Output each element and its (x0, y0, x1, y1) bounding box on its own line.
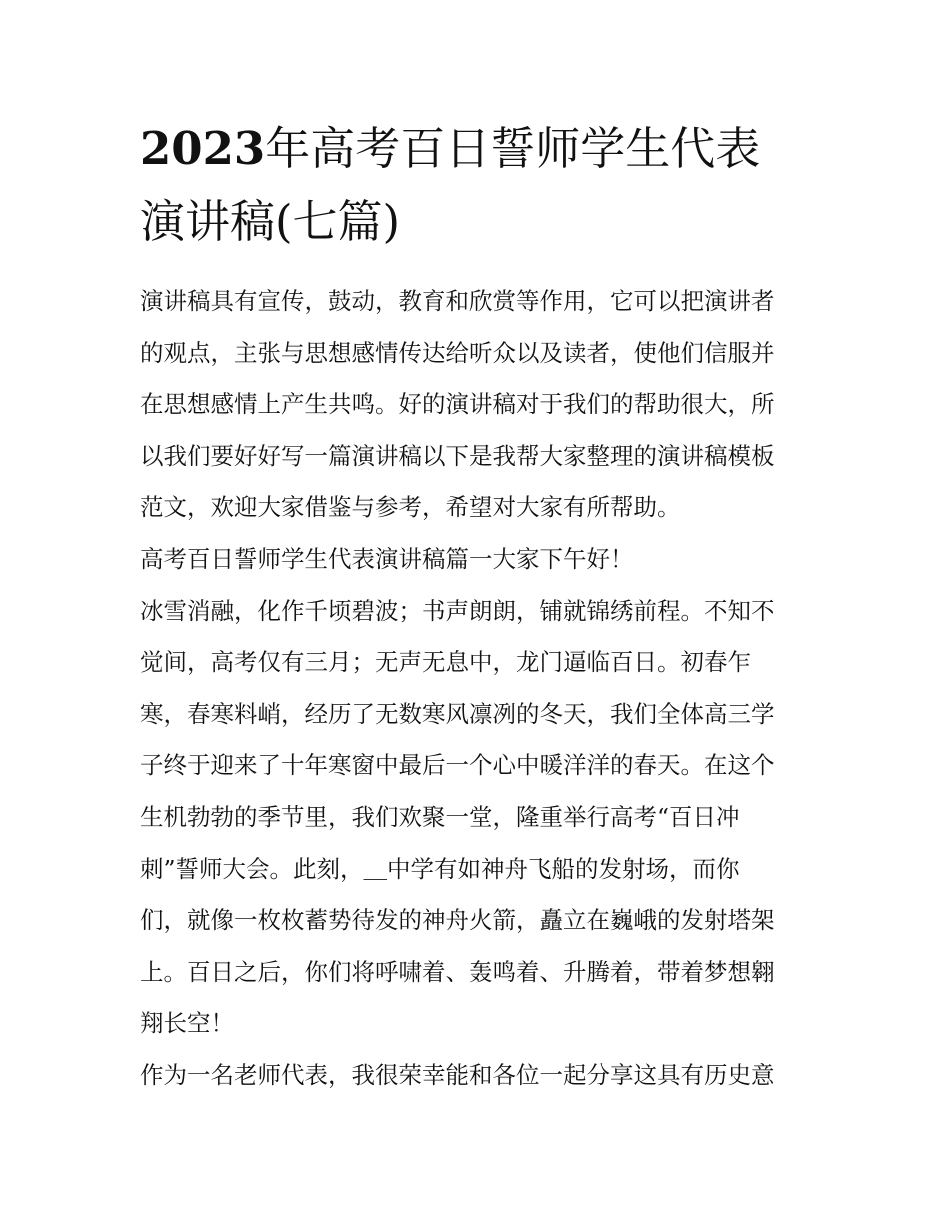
title-line-1-text: 年高考百日誓师学生代表 (265, 122, 761, 175)
document-body (140, 276, 820, 1102)
body-line: 范文，欢迎大家借鉴与参考，希望对大家有所帮助。 (140, 493, 681, 522)
title-line-1 (140, 112, 820, 185)
body-line: 冰雪消融，化作千顷碧波；书声朗朗，铺就锦绣前程。不知不 (140, 596, 775, 625)
section-heading: 高考百日誓师学生代表演讲稿篇一大家下午好！ (140, 544, 634, 573)
title-line-2: 演讲稿(七篇) (140, 195, 401, 248)
body-line: 在思想感情上产生共鸣。好的演讲稿对于我们的帮助很大，所 (140, 390, 775, 419)
title-year: 2023 (140, 122, 266, 175)
body-line: 的观点，主张与思想感情传达给听众以及读者，使他们信服并 (140, 338, 775, 367)
body-line: 寒，春寒料峭，经历了无数寒风凛冽的冬天，我们全体高三学 (140, 699, 775, 728)
body-line: 生机勃勃的季节里，我们欢聚一堂，隆重举行高考“百日冲 (140, 802, 740, 831)
body-line: 上。百日之后，你们将呼啸着、轰鸣着、升腾着，带着梦想翱 (140, 957, 775, 986)
body-line: 作为一名老师代表，我很荣幸能和各位一起分享这具有历史意 (140, 1060, 775, 1089)
body-line: 刺”誓师大会。此刻，＿中学有如神舟飞船的发射场，而你 (140, 854, 740, 883)
body-line: 觉间，高考仅有三月；无声无息中，龙门逼临百日。初春乍 (140, 648, 751, 677)
body-line: 翔长空！ (140, 1009, 234, 1038)
body-line: 以我们要好好写一篇演讲稿以下是我帮大家整理的演讲稿模板 (140, 441, 775, 470)
document-title (140, 112, 820, 258)
body-line: 们，就像一枚枚蓄势待发的神舟火箭，矗立在巍峨的发射塔架 (140, 906, 775, 935)
body-line: 演讲稿具有宣传，鼓动，教育和欣赏等作用，它可以把演讲者 (140, 287, 775, 315)
body-line: 子终于迎来了十年寒窗中最后一个心中暖洋洋的春天。在这个 (140, 751, 775, 780)
